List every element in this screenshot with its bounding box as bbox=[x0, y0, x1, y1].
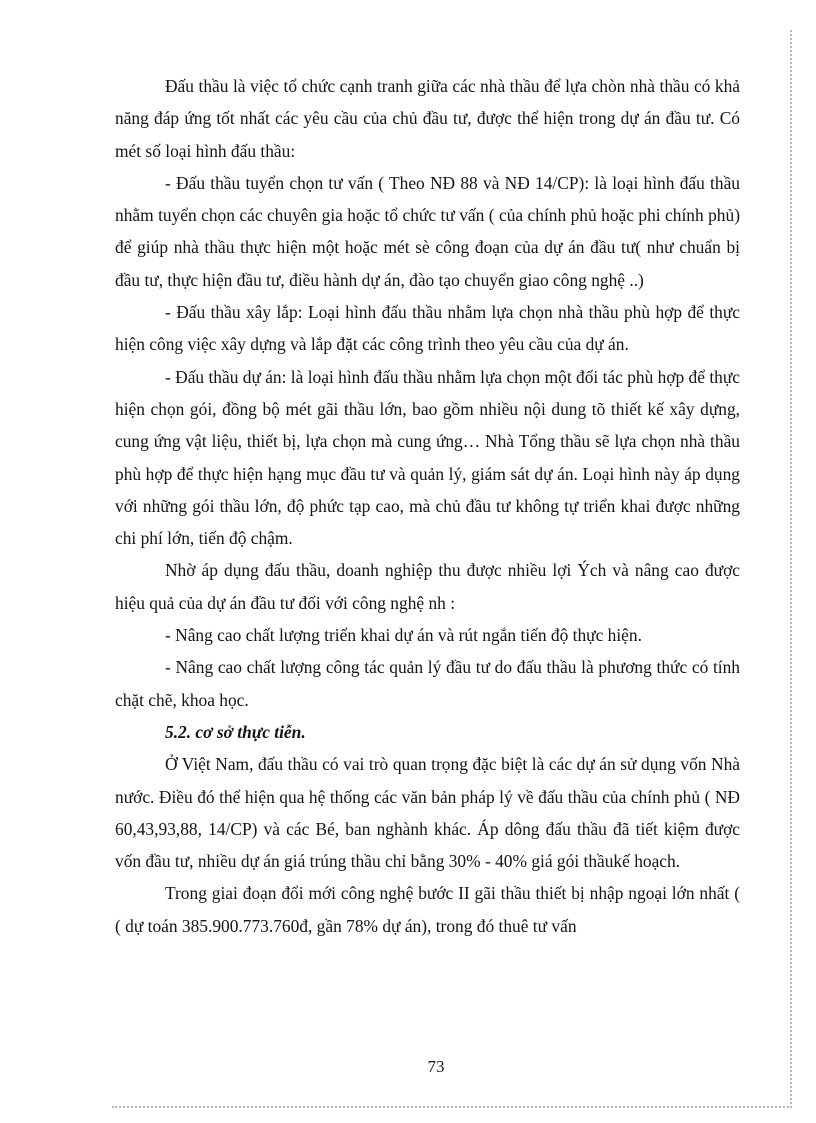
paragraph-consulting-bidding: - Đấu thầu tuyển chọn tư vấn ( Theo NĐ 88 và NĐ 14/CP): là loại hình đấu thầu nhằm tuyển chọn các chuyên gia hoặc tổ chức tư vấn ( của chính phủ hoặc phi chính phủ) để giúp nhà thầu thực hiện một hoặc mét sè công đoạn của dự án đầu tư( như chuẩn bị đầu tư, thực hiện đầu tư, điều hành dự án, đào tạo chuyển giao công nghệ ..) bbox=[115, 172, 740, 290]
paragraph-construction-bidding: - Đấu thầu xây lắp: Loại hình đấu thầu nhằm lựa chọn nhà thầu phù hợp để thực hiện công việc xây dựng và lắp đặt các công trình theo yêu cầu của dự án. bbox=[115, 302, 740, 355]
paragraph-benefit-2: - Nâng cao chất lượng công tác quản lý đầu tư do đấu thầu là phương thức có tính chặt chẽ, khoa học. bbox=[115, 657, 740, 710]
paragraph-phase-two: Trong giai đoạn đổi mới công nghệ bước II gãi thầu thiết bị nhập ngoại lớn nhất ( ( dự toán 385.900.773.760đ, gần 78% dự án), trong đó thuê tư vấn bbox=[115, 883, 740, 936]
document-body bbox=[115, 70, 740, 942]
paragraph-benefits: Nhờ áp dụng đấu thầu, doanh nghiệp thu được nhiều lợi Ých và nâng cao được hiệu quả của dự án đầu tư đối với công nghệ nh : bbox=[115, 560, 740, 613]
section-heading: 5.2. cơ sở thực tiễn. bbox=[165, 721, 306, 742]
paragraph-vietnam: Ở Việt Nam, đấu thầu có vai trò quan trọng đặc biệt là các dự án sử dụng vốn Nhà nước. Điều đó thể hiện qua hệ thống các văn bản pháp lý về đấu thầu của chính phủ ( NĐ 60,43,93,88, 14/CP) và các Bé, ban nghành khác. Áp dông đấu thầu đã tiết kiệm được vốn đầu tư, nhiều dự án giá trúng thầu chỉ bằng 30% - 40% giá gói thầukế hoạch. bbox=[115, 754, 740, 872]
paragraph-project-bidding: - Đấu thầu dự án: là loại hình đấu thầu nhằm lựa chọn một đối tác phù hợp để thực hiện chọn gói, đồng bộ mét gãi thầu lớn, bao gồm nhiều nội dung tõ thiết kế xây dựng, cung ứng vật liệu, thiết bị, lựa chọn mà cung ứng… Nhà Tổng thầu sẽ lựa chọn nhà thầu phù hợp để thực hiện hạng mục đầu tư và quản lý, giám sát dự án. Loại hình này áp dụng với những gói thầu lớn, độ phức tạp cao, mà chủ đầu tư không tự triển khai được những chi phí lớn, tiến độ chậm. bbox=[115, 366, 740, 549]
page-number: 73 bbox=[427, 1057, 445, 1076]
paragraph-benefit-1: - Nâng cao chất lượng triển khai dự án và rút ngắn tiến độ thực hiện. bbox=[165, 625, 642, 646]
paragraph-intro: Đấu thầu là việc tổ chức cạnh tranh giữa các nhà thầu để lựa chòn nhà thầu có khả năng đáp ứng tốt nhất các yêu cầu của chủ đầu tư, được thể hiện trong dự án đầu tư. Có mét số loại hình đấu thầu: bbox=[115, 76, 740, 161]
